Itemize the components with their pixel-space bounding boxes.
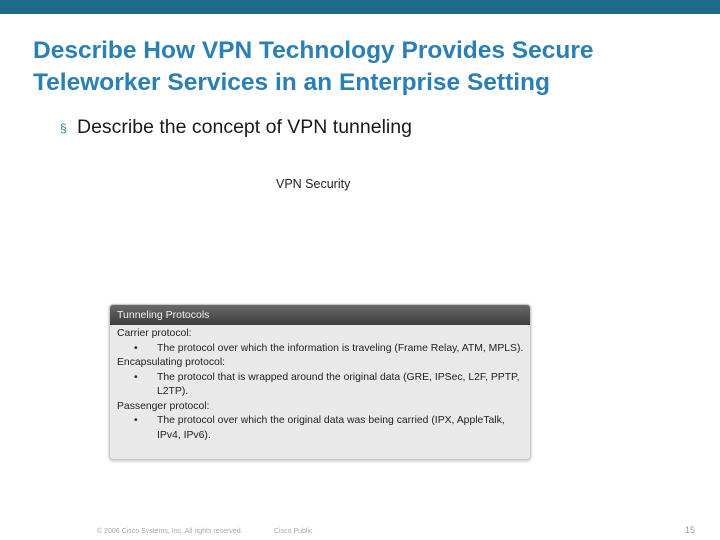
bullet-text: Describe the concept of VPN tunneling: [77, 116, 412, 138]
protocol-term: Encapsulating protocol:: [117, 357, 226, 368]
slide-title-line-2: Teleworker Services in an Enterprise Setting: [33, 69, 550, 96]
slide-title-line-1: Describe How VPN Technology Provides Secure: [33, 37, 594, 64]
footer-classification: Cisco Public: [274, 528, 313, 535]
protocol-term: Carrier protocol:: [117, 328, 192, 339]
panel-body: [110, 325, 530, 443]
top-banner-bar: [0, 0, 720, 14]
bullet-marker-icon: §: [60, 120, 67, 135]
tunneling-protocols-panel: [109, 304, 531, 460]
protocol-definition-text: The protocol over which the original data was being carried (IPX, AppleTalk, IPv4, IPv6).: [157, 415, 505, 441]
protocol-definition-text: The protocol that is wrapped around the original data (GRE, IPSec, L2F, PPTP, L2TP).: [157, 371, 520, 397]
protocol-definition-text: The protocol over which the information is traveling (Frame Relay, ATM, MPLS).: [157, 342, 524, 354]
protocol-definition: [117, 371, 524, 400]
bullet-item: [60, 116, 412, 139]
page-number: 15: [684, 525, 695, 535]
protocol-definition: [117, 342, 524, 357]
bullet-dot-icon: •: [134, 371, 138, 383]
slide-title: [33, 35, 703, 99]
panel-header: Tunneling Protocols: [110, 305, 530, 325]
figure-caption: VPN Security: [276, 177, 351, 191]
footer-copyright: © 2006 Cisco Systems, Inc. All rights reserved.: [97, 528, 243, 535]
bullet-dot-icon: •: [134, 342, 138, 354]
bullet-dot-icon: •: [134, 415, 138, 426]
protocol-term: Passenger protocol:: [117, 400, 210, 412]
protocol-definition: [117, 414, 524, 443]
